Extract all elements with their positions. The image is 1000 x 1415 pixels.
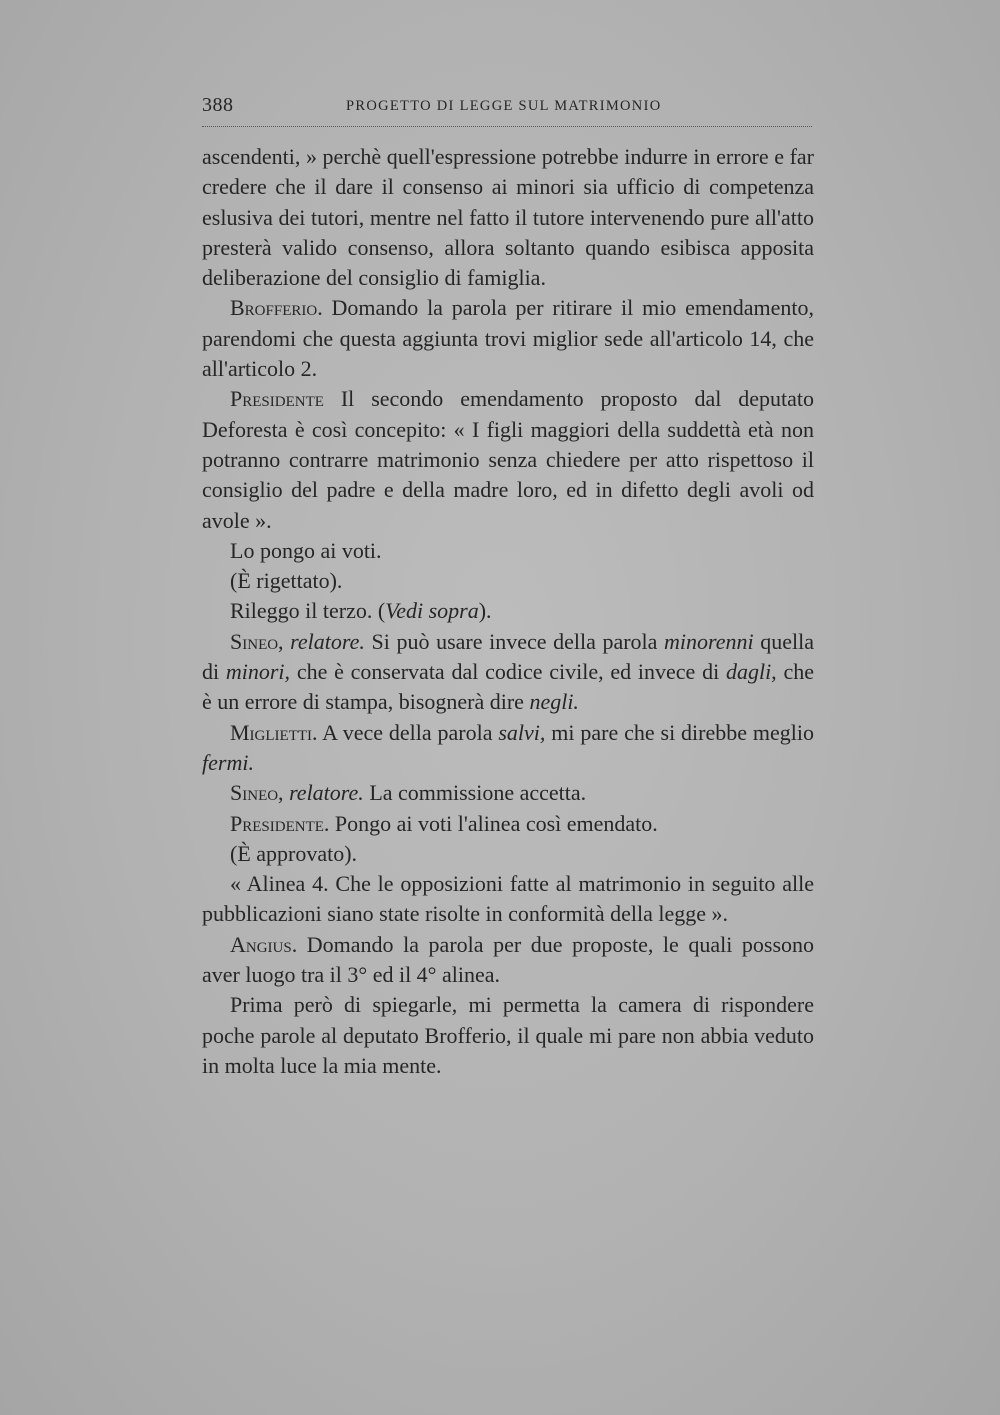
italic-reference: Vedi sopra [385, 598, 479, 624]
speaker-name: Brofferio. [230, 295, 323, 321]
body-text [202, 142, 814, 1081]
running-title: PROGETTO DI LEGGE SUL MATRIMONIO [346, 98, 662, 114]
paragraph-3 [202, 384, 814, 535]
paragraph-text: Si può usare invece della parola [364, 628, 665, 654]
italic-term: negli. [529, 689, 579, 715]
italic-term: salvi, [498, 719, 546, 745]
speaker-name: Presidente. [230, 810, 330, 836]
paragraph-11: (È approvato). [230, 840, 358, 866]
speaker-name: Sineo, [230, 628, 284, 654]
speaker-name: Presidente [230, 386, 324, 412]
paragraph-text: La commissione accetta. [363, 780, 587, 806]
paragraph-text: mi pare che si direbbe meglio [545, 719, 814, 745]
paragraph-6 [202, 596, 814, 626]
paragraph-text: Domando la parola per due proposte, le quali possono aver luogo tra il 3° ed il 4° alinea. [202, 931, 814, 988]
paragraph-13 [202, 930, 814, 991]
paragraph-8 [202, 718, 814, 779]
paragraph-text: A vece della parola [317, 719, 499, 745]
paragraph-text: quella di [202, 628, 814, 685]
paragraph-text: Rileggo il terzo. ( [230, 598, 386, 624]
paragraph-text: Il secondo emendamento proposto dal deputato Deforesta è così concepito: « I figli maggiori della suddettà età non potranno contrarre matrimonio senza chiedere per atto rispettoso il consiglio del padre e della madre loro, ed in difetto degli avoli od avole ». [202, 386, 814, 533]
speaker-role: relatore. [289, 780, 364, 806]
speaker-name: Angius. [230, 931, 298, 957]
speaker-name: Miglietti. [230, 719, 318, 745]
paragraph-1: ascendenti, » perchè quell'espressione potrebbe indurre in errore e far credere che il dare il consenso ai minori sia ufficio di competenza eslusiva dei tutori, mentre nel fatto il tutore intervenendo pure all'atto presterà valido consenso, allora soltanto quando esibisca apposita deliberazione del consiglio di famiglia. [202, 144, 814, 291]
speaker-role: relatore. [290, 628, 365, 654]
page-number: 388 [202, 94, 234, 116]
paragraph-text: che è un errore di stampa, bisognerà dire [202, 659, 814, 715]
italic-term: dagli, [725, 659, 777, 685]
paragraph-text: che è conservata dal codice civile, ed invece di [290, 659, 726, 685]
paragraph-text: ). [478, 598, 492, 624]
page-header [202, 94, 812, 124]
paragraph-text: Domando la parola per ritirare il mio emendamento, parendomi che questa aggiunta trovi miglior sede all'articolo 14, che all'articolo 2. [202, 295, 814, 382]
paragraph-4: Lo pongo ai voti. [230, 537, 382, 563]
header-divider [202, 126, 812, 127]
paragraph-7 [202, 627, 814, 718]
paragraph-12: « Alinea 4. Che le opposizioni fatte al matrimonio in seguito alle pubblicazioni siano state risolte in conformità della legge ». [202, 871, 814, 927]
paragraph-14: Prima però di spiegarle, mi permetta la camera di rispondere poche parole al deputato Brofferio, il quale mi pare non abbia veduto in molta luce la mia mente. [202, 992, 814, 1078]
speaker-name: Sineo, [230, 780, 284, 806]
italic-term: minorenni [664, 628, 754, 654]
paragraph-10 [202, 809, 814, 839]
paragraph-9 [202, 778, 814, 808]
paragraph-5: (È rigettato). [230, 568, 343, 594]
paragraph-text: Pongo ai voti l'alinea così emendato. [329, 810, 658, 836]
italic-term: minori, [225, 659, 291, 685]
italic-term: fermi. [202, 749, 254, 775]
paragraph-2 [202, 293, 814, 384]
